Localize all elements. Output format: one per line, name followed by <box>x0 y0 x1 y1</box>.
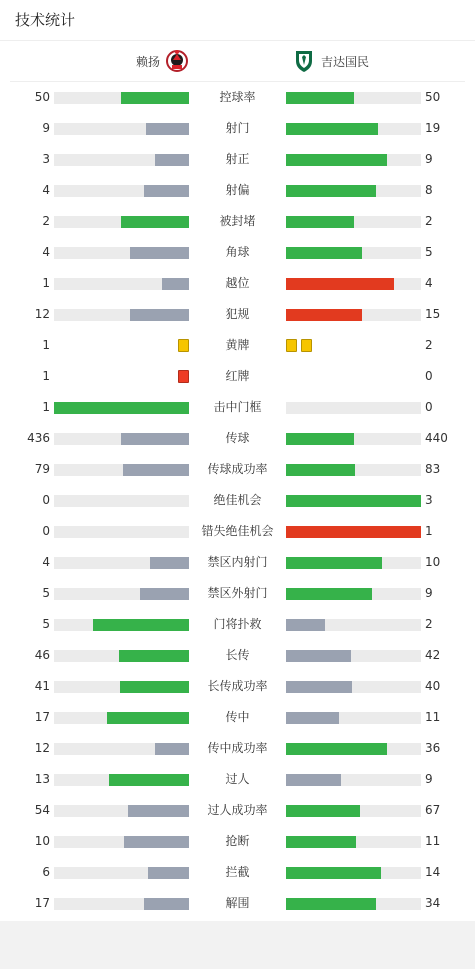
away-team-name: 吉达国民 <box>321 54 370 69</box>
stat-label: 过人成功率 <box>207 803 268 817</box>
away-value: 34 <box>425 896 441 910</box>
stat-row <box>0 423 475 454</box>
home-bar-track <box>54 650 189 662</box>
stat-row <box>0 361 475 392</box>
away-cards <box>286 339 312 352</box>
home-bar <box>146 123 189 135</box>
stat-label: 射正 <box>225 152 250 166</box>
away-value: 440 <box>425 431 448 445</box>
away-bar-track <box>286 836 421 848</box>
stats-list <box>0 82 475 919</box>
away-bar <box>286 495 421 507</box>
away-bar-track <box>286 557 421 569</box>
away-bar-track <box>286 867 421 879</box>
home-bar-track <box>54 681 189 693</box>
stat-row <box>0 330 475 361</box>
away-value: 67 <box>425 803 441 817</box>
away-bar-track <box>286 154 421 166</box>
away-value: 2 <box>425 214 433 228</box>
stat-row <box>0 237 475 268</box>
home-bar <box>144 185 189 197</box>
away-value: 19 <box>425 121 441 135</box>
stat-row <box>0 113 475 144</box>
club-crest-red-icon <box>166 49 188 73</box>
away-value: 4 <box>425 276 433 290</box>
home-value: 4 <box>42 245 50 259</box>
stat-row <box>0 82 475 113</box>
stat-row <box>0 609 475 640</box>
away-bar <box>286 526 421 538</box>
home-bar-track <box>54 805 189 817</box>
stat-row <box>0 547 475 578</box>
stat-label: 错失绝佳机会 <box>201 524 274 538</box>
home-bar-track <box>54 216 189 228</box>
home-bar <box>123 464 189 476</box>
stat-row <box>0 702 475 733</box>
away-value: 0 <box>425 400 433 414</box>
stat-row <box>0 299 475 330</box>
stat-row <box>0 640 475 671</box>
stat-label: 传中 <box>225 710 250 724</box>
home-value: 50 <box>34 90 50 104</box>
stat-label: 红牌 <box>225 369 250 383</box>
home-cards <box>178 370 189 383</box>
away-bar <box>286 433 354 445</box>
away-bar <box>286 154 387 166</box>
home-value: 2 <box>42 214 50 228</box>
stat-label: 射偏 <box>225 183 250 197</box>
section-title: 技术统计 <box>0 0 475 41</box>
stat-label: 禁区外射门 <box>207 586 268 600</box>
stat-label: 禁区内射门 <box>207 555 268 569</box>
home-bar <box>144 898 189 910</box>
home-bar <box>121 433 189 445</box>
away-bar <box>286 681 352 693</box>
stat-label: 传球成功率 <box>207 462 268 476</box>
stat-row <box>0 888 475 919</box>
home-cards <box>178 339 189 352</box>
away-bar <box>286 92 354 104</box>
stat-row <box>0 454 475 485</box>
home-bar-track <box>54 743 189 755</box>
away-value: 50 <box>425 90 441 104</box>
home-bar <box>121 216 189 228</box>
away-value: 9 <box>425 152 433 166</box>
stat-row <box>0 857 475 888</box>
stat-label: 长传 <box>225 648 250 662</box>
home-team-name: 赖扬 <box>135 54 160 69</box>
away-bar-track <box>286 743 421 755</box>
home-bar-track <box>54 712 189 724</box>
home-value: 1 <box>42 369 50 383</box>
away-bar-track <box>286 402 421 414</box>
home-bar-track <box>54 495 189 507</box>
home-bar <box>155 743 189 755</box>
away-value: 3 <box>425 493 433 507</box>
home-bar-track <box>54 92 189 104</box>
stat-label: 传中成功率 <box>207 741 268 755</box>
home-value: 0 <box>42 524 50 538</box>
home-bar <box>130 309 189 321</box>
away-bar <box>286 619 325 631</box>
home-value: 5 <box>42 586 50 600</box>
away-bar <box>286 712 339 724</box>
away-bar-track <box>286 216 421 228</box>
away-bar-track <box>286 278 421 290</box>
yellow-card-icon <box>301 339 312 352</box>
home-value: 10 <box>34 834 50 848</box>
home-bar-track <box>54 898 189 910</box>
home-bar <box>121 92 189 104</box>
home-value: 9 <box>42 121 50 135</box>
home-bar <box>140 588 189 600</box>
away-value: 1 <box>425 524 433 538</box>
away-bar <box>286 185 376 197</box>
away-bar <box>286 743 387 755</box>
home-bar <box>130 247 189 259</box>
away-bar-track <box>286 774 421 786</box>
away-bar-track <box>286 898 421 910</box>
home-bar-track <box>54 309 189 321</box>
home-bar-track <box>54 557 189 569</box>
away-bar <box>286 309 362 321</box>
home-value: 17 <box>34 710 50 724</box>
club-crest-green-icon <box>293 49 315 73</box>
home-value: 4 <box>42 555 50 569</box>
away-value: 14 <box>425 865 441 879</box>
red-card-icon <box>178 370 189 383</box>
home-value: 1 <box>42 276 50 290</box>
home-bar-track <box>54 154 189 166</box>
home-bar-track <box>54 867 189 879</box>
yellow-card-icon <box>286 339 297 352</box>
away-bar <box>286 898 376 910</box>
away-bar-track <box>286 619 421 631</box>
away-bar-track <box>286 712 421 724</box>
stat-row <box>0 268 475 299</box>
stat-row <box>0 733 475 764</box>
home-bar-track <box>54 247 189 259</box>
stat-row <box>0 485 475 516</box>
stat-label: 角球 <box>225 245 250 259</box>
home-value: 5 <box>42 617 50 631</box>
away-bar-track <box>286 681 421 693</box>
home-bar <box>93 619 189 631</box>
home-value: 1 <box>42 400 50 414</box>
stat-row <box>0 795 475 826</box>
away-bar <box>286 805 360 817</box>
teams-header <box>10 41 465 82</box>
home-bar <box>54 402 189 414</box>
stat-row <box>0 826 475 857</box>
away-bar-track <box>286 526 421 538</box>
home-bar <box>107 712 189 724</box>
stat-label: 抢断 <box>225 834 250 848</box>
stat-label: 被封堵 <box>219 214 256 228</box>
home-bar-track <box>54 185 189 197</box>
away-bar-track <box>286 588 421 600</box>
stat-label: 黄牌 <box>225 338 250 352</box>
home-bar <box>150 557 189 569</box>
away-bar-track <box>286 464 421 476</box>
stat-label: 传球 <box>225 431 250 445</box>
stat-label: 门将扑救 <box>213 617 262 631</box>
home-bar-track <box>54 836 189 848</box>
away-bar <box>286 464 355 476</box>
away-value: 11 <box>425 834 441 848</box>
away-value: 36 <box>425 741 441 755</box>
home-value: 12 <box>34 741 50 755</box>
home-bar-track <box>54 588 189 600</box>
stat-label: 绝佳机会 <box>213 493 262 507</box>
home-value: 6 <box>42 865 50 879</box>
away-value: 0 <box>425 369 433 383</box>
away-bar <box>286 123 378 135</box>
home-bar <box>155 154 189 166</box>
away-value: 10 <box>425 555 441 569</box>
stat-label: 犯规 <box>225 307 250 321</box>
away-value: 2 <box>425 617 433 631</box>
away-bar-track <box>286 123 421 135</box>
stat-row <box>0 516 475 547</box>
away-value: 42 <box>425 648 441 662</box>
home-bar-track <box>54 278 189 290</box>
stat-row <box>0 671 475 702</box>
home-bar <box>124 836 189 848</box>
stat-label: 过人 <box>225 772 250 786</box>
home-value: 79 <box>34 462 50 476</box>
away-bar-track <box>286 805 421 817</box>
away-value: 11 <box>425 710 441 724</box>
home-value: 12 <box>34 307 50 321</box>
stat-label: 解围 <box>225 896 250 910</box>
stat-row <box>0 175 475 206</box>
home-value: 13 <box>34 772 50 786</box>
home-bar <box>109 774 189 786</box>
home-value: 436 <box>27 431 50 445</box>
away-bar-track <box>286 247 421 259</box>
away-value: 40 <box>425 679 441 693</box>
home-bar-track <box>54 526 189 538</box>
home-team[interactable] <box>136 41 188 81</box>
stat-label: 击中门框 <box>213 400 262 414</box>
home-bar <box>162 278 189 290</box>
away-bar-track <box>286 495 421 507</box>
away-value: 83 <box>425 462 441 476</box>
home-bar <box>119 650 189 662</box>
home-value: 41 <box>34 679 50 693</box>
away-bar-track <box>286 650 421 662</box>
away-value: 8 <box>425 183 433 197</box>
away-bar <box>286 557 382 569</box>
stat-row <box>0 144 475 175</box>
away-value: 5 <box>425 245 433 259</box>
away-bar <box>286 650 351 662</box>
home-value: 0 <box>42 493 50 507</box>
home-value: 46 <box>34 648 50 662</box>
away-bar <box>286 247 362 259</box>
away-value: 9 <box>425 772 433 786</box>
yellow-card-icon <box>178 339 189 352</box>
home-bar-track <box>54 433 189 445</box>
away-team[interactable] <box>293 41 369 81</box>
home-bar <box>128 805 189 817</box>
away-bar <box>286 836 356 848</box>
stat-label: 控球率 <box>219 90 256 104</box>
home-bar <box>148 867 189 879</box>
away-bar-track <box>286 309 421 321</box>
stat-label: 射门 <box>225 121 250 135</box>
stat-label: 长传成功率 <box>207 679 268 693</box>
away-value: 2 <box>425 338 433 352</box>
stat-row <box>0 206 475 237</box>
home-bar-track <box>54 619 189 631</box>
home-value: 54 <box>34 803 50 817</box>
home-value: 4 <box>42 183 50 197</box>
away-bar-track <box>286 92 421 104</box>
away-bar <box>286 867 381 879</box>
away-bar <box>286 588 372 600</box>
stat-row <box>0 764 475 795</box>
away-value: 15 <box>425 307 441 321</box>
stat-row <box>0 392 475 423</box>
home-bar-track <box>54 123 189 135</box>
home-bar <box>120 681 189 693</box>
home-value: 3 <box>42 152 50 166</box>
away-bar <box>286 278 394 290</box>
stat-label: 越位 <box>225 276 250 290</box>
stat-label: 拦截 <box>225 865 250 879</box>
home-bar-track <box>54 402 189 414</box>
home-value: 17 <box>34 896 50 910</box>
away-bar <box>286 216 354 228</box>
away-bar-track <box>286 185 421 197</box>
home-bar-track <box>54 774 189 786</box>
away-bar-track <box>286 433 421 445</box>
away-value: 9 <box>425 586 433 600</box>
home-value: 1 <box>42 338 50 352</box>
stat-row <box>0 578 475 609</box>
away-bar <box>286 774 341 786</box>
home-bar-track <box>54 464 189 476</box>
